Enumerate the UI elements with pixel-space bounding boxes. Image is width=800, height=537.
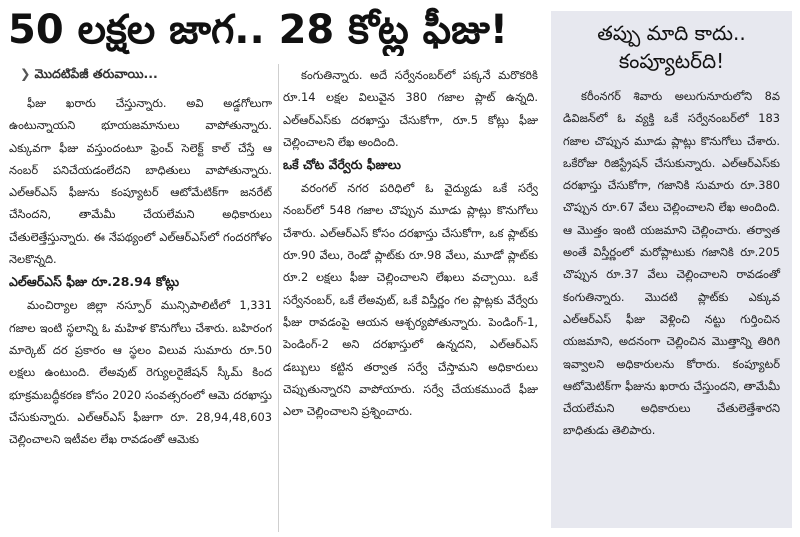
- paragraph: మంచిర్యాల జిల్లా నస్పూర్ మున్సిపాలిటీలో 1,331 గజాల ఇంటి స్థలాన్ని ఓ మహిళ కొనుగోలు చేశారు. బహిరంగ మార్కెట్ దర ప్రకారం ఆ స్థలం విలువ సుమారు రూ.50 లక్షలు ఉంటుంది. లేఅవుట్ రెగ్యులరైజేషన్ స్కీమ్ కింద భూక్రమబద్ధీకరణ కోసం 2020 సంవత్సరంలో ఆమె దరఖాస్తు చేసుకున్నారు. ఎల్ఆర్ఎస్ ఫీజుగా రూ. 28,94,48,603 చెల్లించాలని ఇటీవల లేఖ రావడంతో ఆమెకు: [9, 298, 272, 447]
- continuation-label: [20, 66, 158, 85]
- article-column-2: [283, 64, 538, 532]
- subheading: ఒకే చోట వేర్వేరు ఫీజులు: [283, 157, 401, 173]
- sidebar-body: [551, 75, 792, 442]
- subheading: ఎల్ఆర్ఎస్ ఫీజు రూ.28.94 కోట్లు: [9, 274, 180, 290]
- sidebar-title-line: కంప్యూటర్‌ది!: [618, 49, 725, 73]
- headline: 50 లక్షల జాగ.. 28 కోట్ల ఫీజు!: [8, 7, 509, 53]
- chevron-right-icon: ❯: [20, 66, 31, 81]
- column-divider: [278, 64, 279, 532]
- paragraph: ఫీజు ఖరారు చేస్తున్నారు. అవి అడ్డగోలుగా ఉంటున్నాయని భూయజమానులు వాపోతున్నారు. ఎక్కువగా ఫీజు వస్తుందంటూ ఫ్రెంచ్ సెలెక్ట్ కాల్ చేస్తే ఆ నంబర్ పనిచేయడంలేదని బాధితులు వాపోతున్నారు. ఎల్ఆర్ఎస్ ఫీజును కంప్యూటర్ ఆటోమేటిక్‌గా జనరేట్ చేసిందని, తామేమీ చేయలేమని అధికారులు చేతులెత్తేస్తున్నారు. ఈ నేపథ్యంలో ఎల్ఆర్ఎస్‌లో గందరగోళం నెలకొన్నది.: [9, 96, 272, 267]
- paragraph: కరీంనగర్ శివారు అలుగునూరులోని 8వ డివిజన్‌లో ఓ వ్యక్తి ఒకే సర్వేనంబర్‌లో 183 గజాల చొప్పున మూడు ప్లాట్లు కొనుగోలు చేశారు. ఒకేరోజు రిజిస్ట్రేషన్ చేసుకున్నారు. ఎల్ఆర్ఎస్‌కు దరఖాస్తు చేసుకోగా, గజానికి సుమారు రూ.380 చొప్పున రూ.67 వేలు చెల్లించాలని లేఖ అందింది. ఆ మొత్తం ఇంటి యజమాని చెల్లించారు. తర్వాత అంతే విస్తీర్ణంలో మరోప్లాటుకు గజానికి రూ.205 చొప్పున రూ.37 వేలు చెల్లించాలని రావడంతో కంగుతిన్నారు. మొదటి ప్లాట్‌కు ఎక్కువ ఎల్ఆర్ఎస్ ఫీజు వెళ్లించి నట్టు గుర్తించిన యజమాని, అదనంగా చెల్లించిన మొత్తాన్ని తిరిగి ఇవ్వాలని అధికారులను కోరారు. కంప్యూటర్ ఆటోమెటిక్‌గా ఫీజును ఖరారు చేస్తుందని, తామేమీ చేయలేమని అధికారులు చేతులెత్తేశారని బాధితుడు తెలిపారు.: [563, 89, 780, 438]
- sidebar-box: [551, 11, 792, 528]
- paragraph: కంగుతిన్నారు. అదే సర్వేనంబర్‌లో పక్కనే మరొకరికి రూ.14 లక్షల విలువైన 380 గజాల ప్లాట్ ఉన్నది. ఎల్ఆర్ఎస్‌కు దరఖాస్తు చేసుకోగా, రూ.5 కోట్లు ఫీజు చెల్లించాలని లేఖ అందింది.: [283, 68, 538, 149]
- sidebar-title: [551, 19, 792, 75]
- sidebar-title-line: తప్పు మాది కాదు..: [597, 21, 746, 45]
- continuation-text: మొదటిపేజీ తరువాయి...: [34, 66, 158, 81]
- article-column-1: [9, 92, 272, 532]
- paragraph: వరంగల్ నగర పరిధిలో ఓ వైద్యుడు ఒకే సర్వే నంబర్‌లో 548 గజాల చొప్పున మూడు ప్లాట్లు కొనుగోలు చేశారు. ఎల్ఆర్ఎస్ కోసం దరఖాస్తు చేసుకోగా, ఒక ప్లాట్‌కు రూ.90 వేలు, రెండో ప్లాట్‌కు రూ.98 వేలు, మూడో ప్లాట్‌కు రూ.2 లక్షలు ఫీజు చెల్లించాలని లేఖలు వచ్చాయి. ఒకే సర్వేనంబర్, ఒకే లేఅవుట్, ఒకే విస్తీర్ణం గల ప్లాట్లకు వేర్వేరు ఫీజు రావడంపై ఆయన ఆశ్చర్యపోతున్నారు. పెండింగ్-1, పెండింగ్-2 అని దరఖాస్తులో ఉన్నదని, ఎల్ఆర్ఎస్ డబ్బులు కట్టిన తర్వాత సర్వే చేస్తామని అధికారులు చెప్పుతున్నారని వాపోయారు. సర్వే చేయకముందే ఫీజు ఎలా చెల్లించాలని ప్రశ్నించారు.: [283, 181, 538, 419]
